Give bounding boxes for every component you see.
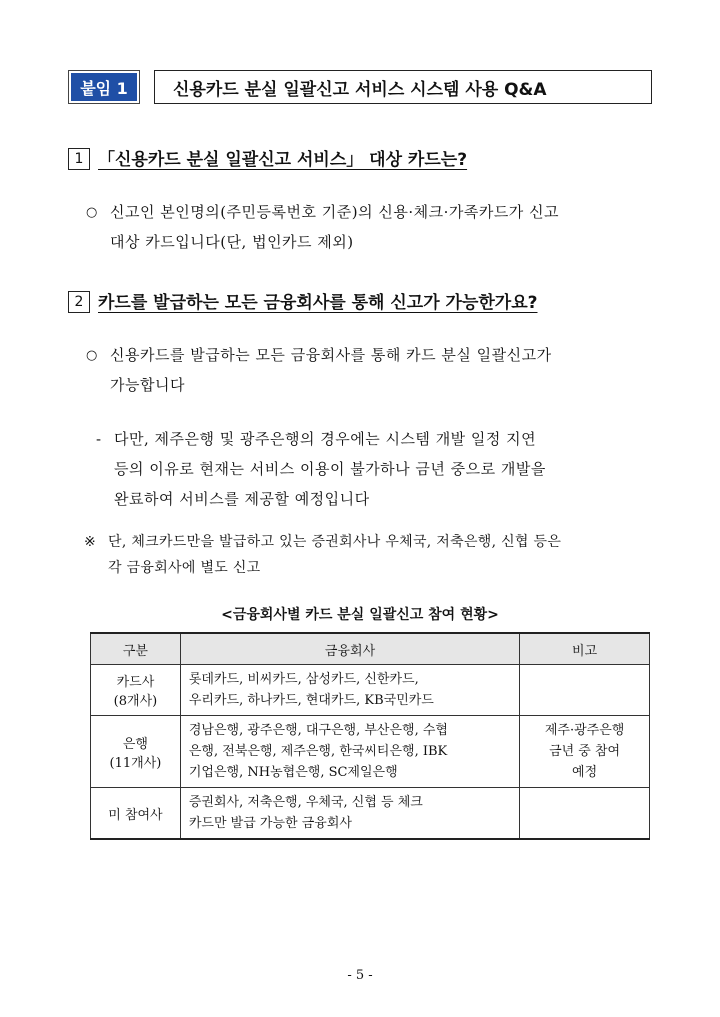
question-1: [68, 145, 467, 170]
institution-cell: [180, 788, 519, 840]
question-2-text: 카드를 발급하는 모든 금융회사를 통해 신고가 가능한가요?: [98, 293, 538, 313]
category-cell: [91, 665, 181, 716]
answer-1: [110, 197, 559, 257]
answer-2: [110, 340, 552, 400]
category-cell: 미 참여사: [91, 788, 181, 840]
institution-line: 은행, 전북은행, 제주은행, 한국씨티은행, IBK: [188, 744, 448, 759]
table-row: [91, 788, 650, 840]
institution-line: 카드만 발급 가능한 금융회사: [188, 816, 352, 831]
sub-answer-line: 등의 이유로 현재는 서비스 이용이 불가하나 금년 중으로 개발을: [114, 460, 546, 478]
answer-1-line: 신고인 본인명의(주민등록번호 기준)의 신용·체크·가족카드가 신고: [110, 203, 560, 221]
page-number: - 5 -: [347, 968, 373, 983]
category-label: 은행: [122, 736, 148, 752]
column-header: 비고: [520, 633, 650, 665]
institution-line: 기업은행, NH농협은행, SC제일은행: [188, 765, 398, 780]
note-line: 단, 체크카드만을 발급하고 있는 증권회사나 우체국, 저축은행, 신협 등은: [108, 534, 562, 550]
category-cell: [91, 716, 181, 788]
institution-line: 우리카드, 하나카드, 현대카드, KB국민카드: [188, 693, 434, 708]
reference-mark: ※: [84, 534, 97, 550]
answer-2-line: 가능합니다: [110, 376, 185, 394]
table-title: <금융회사별 카드 분실 일괄신고 참여 현황>: [221, 607, 499, 623]
answer-1-line: 대상 카드입니다(단, 법인카드 제외): [110, 233, 354, 251]
sub-answer-2: [114, 424, 546, 514]
sub-answer-line: 완료하여 서비스를 제공할 예정입니다: [114, 490, 370, 508]
remark-line: 예정: [572, 765, 598, 780]
circle-bullet-icon: ○: [86, 205, 98, 220]
remark-cell: [520, 788, 650, 840]
question-1-text: 「신용카드 분실 일괄신고 서비스」 대상 카드는?: [98, 150, 468, 170]
remark-cell: [520, 665, 650, 716]
column-header: 금융회사: [180, 633, 519, 665]
note: [108, 529, 561, 581]
attachment-badge-label: 붙임 1: [71, 73, 137, 101]
remark-line: 제주·광주은행: [544, 723, 625, 738]
category-count: (8개사): [113, 694, 158, 709]
table-row: [91, 716, 650, 788]
institution-cell: [180, 716, 519, 788]
table-row: [91, 665, 650, 716]
remark-cell: [520, 716, 650, 788]
document-title: 신용카드 분실 일괄신고 서비스 시스템 사용 Q&A: [154, 70, 652, 104]
question-2-number: 2: [68, 291, 90, 313]
attachment-badge: [68, 70, 140, 104]
question-2: [68, 288, 538, 313]
institution-line: 경남은행, 광주은행, 대구은행, 부산은행, 수협: [188, 723, 448, 738]
remark-line: 금년 중 참여: [549, 744, 621, 759]
participation-table: [90, 632, 650, 840]
institution-line: 증권회사, 저축은행, 우체국, 신협 등 체크: [188, 795, 423, 810]
column-header: 구분: [91, 633, 181, 665]
category-label: 카드사: [116, 675, 155, 690]
circle-bullet-icon: ○: [86, 348, 98, 363]
answer-2-line: 신용카드를 발급하는 모든 금융회사를 통해 카드 분실 일괄신고가: [110, 346, 552, 364]
note-line: 각 금융회사에 별도 신고: [108, 560, 261, 576]
sub-answer-line: 다만, 제주은행 및 광주은행의 경우에는 시스템 개발 일정 지연: [114, 430, 537, 448]
dash-bullet: -: [96, 430, 102, 448]
question-1-number: 1: [68, 148, 90, 170]
institution-line: 롯데카드, 비씨카드, 삼성카드, 신한카드,: [188, 672, 419, 687]
category-count: (11개사): [109, 755, 162, 771]
header: [68, 70, 652, 104]
table-header-row: [91, 633, 650, 665]
institution-cell: [180, 665, 519, 716]
